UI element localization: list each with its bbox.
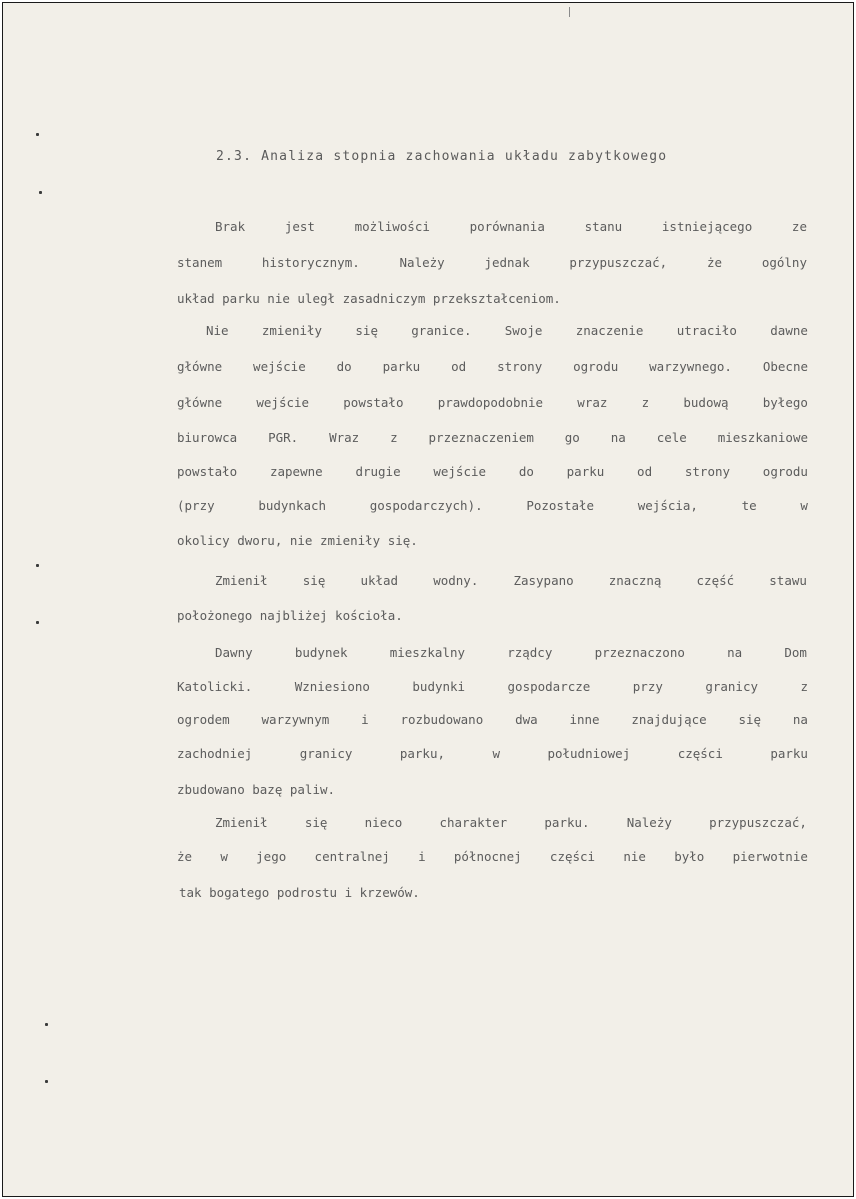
word: Należy bbox=[626, 815, 672, 830]
word: budynek bbox=[294, 645, 348, 660]
word: części bbox=[549, 849, 596, 864]
word: wejście bbox=[253, 359, 306, 374]
word: przeznaczeniem bbox=[428, 430, 534, 445]
section-heading: 2.3. Analiza stopnia zachowania układu zabytkowego bbox=[216, 149, 668, 164]
text-line bbox=[206, 323, 808, 338]
word: nieco bbox=[364, 815, 403, 830]
text-line bbox=[215, 573, 807, 588]
word: zachodniej bbox=[177, 746, 253, 761]
word: PGR. bbox=[268, 430, 299, 445]
word: byłego bbox=[762, 395, 808, 410]
text-line bbox=[177, 712, 808, 727]
text-line: zbudowano bazę paliw. bbox=[177, 782, 336, 797]
word: strony bbox=[497, 359, 543, 374]
word: w bbox=[492, 746, 500, 761]
word: granice. bbox=[411, 323, 472, 338]
word: układ bbox=[360, 573, 399, 588]
word: Należy bbox=[399, 255, 445, 270]
word: się bbox=[302, 573, 326, 588]
word: wejście bbox=[433, 464, 487, 479]
word: powstało bbox=[177, 464, 238, 479]
text-line bbox=[215, 815, 807, 830]
word: przeznaczono bbox=[594, 645, 685, 660]
word: stawu bbox=[769, 573, 807, 588]
word: historycznym. bbox=[261, 255, 360, 270]
word: te bbox=[741, 498, 757, 513]
word: parku bbox=[566, 464, 605, 479]
word: znajdujące bbox=[631, 712, 707, 727]
word: na bbox=[727, 645, 743, 660]
word: w bbox=[800, 498, 808, 513]
word: Swoje bbox=[504, 323, 543, 338]
word: Pozostałe bbox=[526, 498, 595, 513]
word: się bbox=[738, 712, 762, 727]
text-line bbox=[177, 849, 808, 864]
text-line: układ parku nie uległ zasadniczym przekształceniom. bbox=[177, 291, 561, 306]
word: znaczną bbox=[608, 573, 662, 588]
word: parku bbox=[770, 746, 808, 761]
scan-mark bbox=[39, 191, 42, 194]
word: strony bbox=[684, 464, 731, 479]
word: utraciło bbox=[676, 323, 737, 338]
word: zmieniły bbox=[261, 323, 323, 338]
word: biurowca bbox=[177, 430, 238, 445]
word: go bbox=[564, 430, 580, 445]
word: gospodarczych). bbox=[369, 498, 483, 513]
word: inne bbox=[569, 712, 600, 727]
word: Zmienił bbox=[215, 573, 268, 588]
word: się bbox=[304, 815, 328, 830]
word: powstało bbox=[343, 395, 404, 410]
word: było bbox=[674, 849, 705, 864]
word: Katolicki. bbox=[177, 679, 253, 694]
text-line bbox=[215, 645, 807, 660]
text-line bbox=[215, 219, 807, 234]
word: i bbox=[361, 712, 369, 727]
word: do bbox=[336, 359, 352, 374]
word: przy bbox=[632, 679, 663, 694]
word: że bbox=[177, 849, 193, 864]
word: i bbox=[418, 849, 426, 864]
word: porównania bbox=[469, 219, 545, 234]
word: wejście bbox=[256, 395, 310, 410]
word: Zasypano bbox=[513, 573, 574, 588]
word: Wzniesiono bbox=[294, 679, 370, 694]
word: mieszkalny bbox=[389, 645, 465, 660]
scan-mark bbox=[45, 1023, 48, 1026]
word: gospodarcze bbox=[507, 679, 591, 694]
word: się bbox=[355, 323, 378, 338]
word: z bbox=[800, 679, 808, 694]
text-line bbox=[177, 498, 808, 513]
scan-mark bbox=[36, 564, 39, 567]
word: parku, bbox=[399, 746, 446, 761]
word: południowej bbox=[547, 746, 631, 761]
word: Obecne bbox=[762, 359, 808, 374]
word: mieszkaniowe bbox=[717, 430, 808, 445]
word: parku bbox=[382, 359, 421, 374]
text-line: tak bogatego podrostu i krzewów. bbox=[179, 885, 420, 900]
word: część bbox=[696, 573, 735, 588]
word: wraz bbox=[577, 395, 608, 410]
word: od bbox=[637, 464, 653, 479]
word: budynkach bbox=[258, 498, 327, 513]
word: Zmienił bbox=[215, 815, 268, 830]
word: z bbox=[390, 430, 398, 445]
word: ogrodu bbox=[762, 464, 808, 479]
text-line bbox=[177, 359, 808, 374]
word: możliwości bbox=[354, 219, 430, 234]
word: (przy bbox=[177, 498, 215, 513]
text-line bbox=[177, 255, 807, 270]
word: parku. bbox=[544, 815, 590, 830]
text-line: okolicy dworu, nie zmieniły się. bbox=[177, 533, 418, 548]
word: północnej bbox=[453, 849, 522, 864]
word: dwa bbox=[515, 712, 538, 727]
word: ze bbox=[791, 219, 807, 234]
word: z bbox=[641, 395, 650, 410]
text-line: położonego najbliżej kościoła. bbox=[177, 608, 403, 623]
word: części bbox=[677, 746, 723, 761]
word: wejścia, bbox=[637, 498, 698, 513]
word: główne bbox=[177, 359, 223, 374]
word: rządcy bbox=[507, 645, 553, 660]
word: centralnej bbox=[314, 849, 390, 864]
word: warzywnego. bbox=[649, 359, 732, 374]
word: Nie bbox=[206, 323, 229, 338]
word: że bbox=[706, 255, 723, 270]
scan-mark bbox=[569, 7, 570, 17]
word: wodny. bbox=[433, 573, 479, 588]
word: jest bbox=[284, 219, 315, 234]
document-page bbox=[2, 2, 854, 1197]
scan-mark bbox=[45, 1080, 48, 1083]
word: cele bbox=[656, 430, 687, 445]
word: przypuszczać, bbox=[569, 255, 668, 270]
word: nie bbox=[623, 849, 646, 864]
word: Wraz bbox=[329, 430, 360, 445]
word: granicy bbox=[705, 679, 758, 694]
word: na bbox=[792, 712, 808, 727]
scan-mark bbox=[36, 621, 39, 624]
word: ogólny bbox=[761, 255, 807, 270]
word: ogrodu bbox=[573, 359, 619, 374]
word: Dom bbox=[784, 645, 807, 660]
word: przypuszczać, bbox=[709, 815, 807, 830]
text-line bbox=[177, 395, 808, 410]
text-line bbox=[177, 464, 808, 479]
word: do bbox=[518, 464, 534, 479]
scan-mark bbox=[36, 133, 39, 136]
word: istniejącego bbox=[661, 219, 753, 234]
word: Dawny bbox=[215, 645, 253, 660]
text-line bbox=[177, 430, 808, 445]
word: stanu bbox=[584, 219, 623, 234]
word: prawdopodobnie bbox=[437, 395, 544, 410]
text-line bbox=[177, 679, 808, 694]
word: od bbox=[451, 359, 467, 374]
word: pierwotnie bbox=[732, 849, 808, 864]
word: na bbox=[610, 430, 626, 445]
word: rozbudowano bbox=[400, 712, 484, 727]
word: granicy bbox=[299, 746, 353, 761]
word: Brak bbox=[215, 219, 246, 234]
word: główne bbox=[177, 395, 223, 410]
text-line bbox=[177, 746, 808, 761]
word: zapewne bbox=[269, 464, 323, 479]
word: jego bbox=[256, 849, 287, 864]
word: w bbox=[220, 849, 228, 864]
word: warzywnym bbox=[261, 712, 330, 727]
word: drugie bbox=[355, 464, 401, 479]
word: jednak bbox=[484, 255, 530, 270]
word: budową bbox=[683, 395, 729, 410]
word: znaczenie bbox=[575, 323, 644, 338]
word: charakter bbox=[439, 815, 508, 830]
word: budynki bbox=[412, 679, 466, 694]
word: stanem bbox=[177, 255, 223, 270]
word: ogrodem bbox=[177, 712, 230, 727]
word: dawne bbox=[770, 323, 808, 338]
